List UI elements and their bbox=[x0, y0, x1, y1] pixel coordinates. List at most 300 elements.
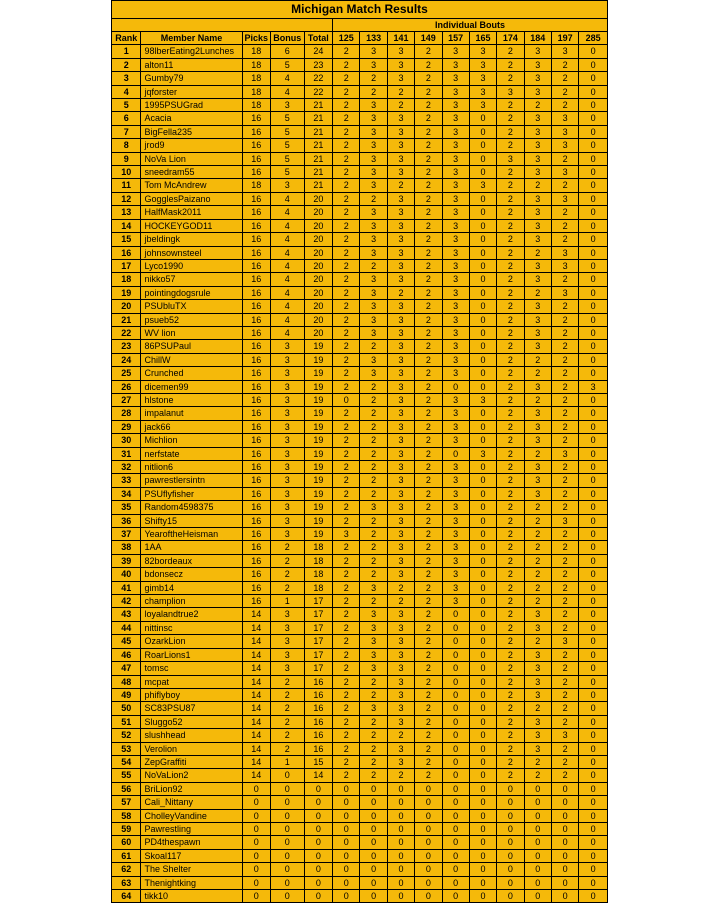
table-row bbox=[112, 434, 608, 447]
score-cell: 0 bbox=[469, 782, 496, 795]
score-cell: 2 bbox=[415, 233, 442, 246]
score-cell: 2 bbox=[360, 340, 387, 353]
table-row bbox=[112, 152, 608, 165]
score-cell: 3 bbox=[524, 259, 551, 272]
score-cell: 2 bbox=[497, 125, 524, 138]
score-cell: 19 bbox=[304, 501, 332, 514]
member-name-cell: mcpat bbox=[141, 675, 242, 688]
score-cell: 2 bbox=[497, 434, 524, 447]
score-cell: 2 bbox=[497, 393, 524, 406]
score-cell: 0 bbox=[469, 420, 496, 433]
rank-cell: 18 bbox=[112, 273, 141, 286]
score-cell: 2 bbox=[270, 675, 304, 688]
score-cell: 0 bbox=[270, 822, 304, 835]
score-cell: 4 bbox=[270, 286, 304, 299]
table-row bbox=[112, 769, 608, 782]
score-cell: 2 bbox=[415, 420, 442, 433]
score-cell: 0 bbox=[270, 890, 304, 903]
score-cell: 0 bbox=[469, 608, 496, 621]
individual-bouts-label: Individual Bouts bbox=[333, 19, 608, 32]
score-cell: 2 bbox=[415, 675, 442, 688]
score-cell: 19 bbox=[304, 353, 332, 366]
rank-cell: 8 bbox=[112, 139, 141, 152]
score-cell: 3 bbox=[270, 420, 304, 433]
score-cell: 2 bbox=[415, 313, 442, 326]
rank-cell: 40 bbox=[112, 568, 141, 581]
score-cell: 2 bbox=[551, 179, 578, 192]
score-cell: 3 bbox=[469, 447, 496, 460]
score-cell: 2 bbox=[497, 662, 524, 675]
score-cell: 3 bbox=[524, 72, 551, 85]
score-cell: 2 bbox=[551, 420, 578, 433]
results-table bbox=[111, 0, 608, 903]
score-cell: 16 bbox=[242, 353, 270, 366]
score-cell: 3 bbox=[387, 715, 414, 728]
score-cell: 3 bbox=[442, 514, 469, 527]
score-cell: 0 bbox=[333, 393, 360, 406]
score-cell: 0 bbox=[333, 782, 360, 795]
score-cell: 2 bbox=[333, 608, 360, 621]
member-name-cell: gimb14 bbox=[141, 581, 242, 594]
score-cell: 21 bbox=[304, 99, 332, 112]
score-cell: 19 bbox=[304, 434, 332, 447]
table-row bbox=[112, 581, 608, 594]
member-name-cell: nittinsc bbox=[141, 621, 242, 634]
score-cell: 0 bbox=[579, 662, 608, 675]
score-cell: 2 bbox=[497, 595, 524, 608]
score-cell: 0 bbox=[469, 769, 496, 782]
score-cell: 20 bbox=[304, 313, 332, 326]
score-cell: 2 bbox=[524, 99, 551, 112]
score-cell: 20 bbox=[304, 259, 332, 272]
score-cell: 3 bbox=[360, 353, 387, 366]
score-cell: 3 bbox=[469, 45, 496, 58]
score-cell: 0 bbox=[579, 461, 608, 474]
score-cell: 3 bbox=[442, 286, 469, 299]
score-cell: 2 bbox=[415, 206, 442, 219]
score-cell: 3 bbox=[524, 300, 551, 313]
score-cell: 0 bbox=[579, 715, 608, 728]
member-name-cell: PSUbluTX bbox=[141, 300, 242, 313]
member-name-cell: tomsc bbox=[141, 662, 242, 675]
score-cell: 2 bbox=[551, 541, 578, 554]
score-cell: 2 bbox=[497, 326, 524, 339]
score-cell: 14 bbox=[304, 769, 332, 782]
score-cell: 2 bbox=[333, 246, 360, 259]
score-cell: 0 bbox=[579, 233, 608, 246]
rank-cell: 23 bbox=[112, 340, 141, 353]
score-cell: 3 bbox=[524, 206, 551, 219]
score-cell: 3 bbox=[442, 487, 469, 500]
member-name-cell: Acacia bbox=[141, 112, 242, 125]
table-row bbox=[112, 809, 608, 822]
score-cell: 2 bbox=[387, 179, 414, 192]
score-cell: 3 bbox=[524, 688, 551, 701]
table-row bbox=[112, 367, 608, 380]
score-cell: 0 bbox=[469, 192, 496, 205]
score-cell: 16 bbox=[242, 568, 270, 581]
score-cell: 0 bbox=[360, 822, 387, 835]
member-name-cell: psueb52 bbox=[141, 313, 242, 326]
rank-cell: 53 bbox=[112, 742, 141, 755]
score-cell: 20 bbox=[304, 192, 332, 205]
score-cell: 0 bbox=[497, 809, 524, 822]
score-cell: 3 bbox=[270, 528, 304, 541]
score-cell: 2 bbox=[524, 581, 551, 594]
score-cell: 2 bbox=[360, 447, 387, 460]
table-row bbox=[112, 487, 608, 500]
score-cell: 2 bbox=[551, 715, 578, 728]
score-cell: 19 bbox=[304, 447, 332, 460]
score-cell: 2 bbox=[497, 233, 524, 246]
score-cell: 3 bbox=[360, 581, 387, 594]
rank-cell: 19 bbox=[112, 286, 141, 299]
table-row bbox=[112, 300, 608, 313]
score-cell: 16 bbox=[242, 286, 270, 299]
score-cell: 2 bbox=[497, 501, 524, 514]
rank-cell: 12 bbox=[112, 192, 141, 205]
table-row bbox=[112, 755, 608, 768]
score-cell: 18 bbox=[304, 554, 332, 567]
score-cell: 3 bbox=[524, 742, 551, 755]
score-cell: 2 bbox=[333, 45, 360, 58]
score-cell: 0 bbox=[551, 836, 578, 849]
header-row bbox=[112, 32, 608, 45]
score-cell: 0 bbox=[442, 876, 469, 889]
score-cell: 16 bbox=[242, 541, 270, 554]
rank-cell: 14 bbox=[112, 219, 141, 232]
score-cell: 3 bbox=[442, 568, 469, 581]
score-cell: 3 bbox=[551, 192, 578, 205]
score-cell: 2 bbox=[387, 729, 414, 742]
member-name-cell: PSUflyfisher bbox=[141, 487, 242, 500]
rank-cell: 44 bbox=[112, 621, 141, 634]
score-cell: 2 bbox=[415, 407, 442, 420]
score-cell: 2 bbox=[551, 675, 578, 688]
score-cell: 3 bbox=[524, 621, 551, 634]
score-cell: 14 bbox=[242, 675, 270, 688]
score-cell: 19 bbox=[304, 367, 332, 380]
member-name-cell: loyalandtrue2 bbox=[141, 608, 242, 621]
score-cell: 18 bbox=[242, 179, 270, 192]
score-cell: 0 bbox=[442, 742, 469, 755]
score-cell: 0 bbox=[579, 393, 608, 406]
score-cell: 3 bbox=[387, 112, 414, 125]
score-cell: 4 bbox=[270, 273, 304, 286]
member-name-cell: jbeldingk bbox=[141, 233, 242, 246]
score-cell: 17 bbox=[304, 608, 332, 621]
score-cell: 2 bbox=[333, 286, 360, 299]
rank-cell: 52 bbox=[112, 729, 141, 742]
table-row bbox=[112, 474, 608, 487]
score-cell: 0 bbox=[579, 259, 608, 272]
score-cell: 0 bbox=[469, 152, 496, 165]
table-row bbox=[112, 662, 608, 675]
score-cell: 2 bbox=[551, 393, 578, 406]
score-cell: 2 bbox=[524, 514, 551, 527]
score-cell: 0 bbox=[415, 849, 442, 862]
score-cell: 2 bbox=[270, 541, 304, 554]
score-cell: 2 bbox=[524, 447, 551, 460]
rank-cell: 30 bbox=[112, 434, 141, 447]
score-cell: 3 bbox=[442, 474, 469, 487]
score-cell: 0 bbox=[387, 836, 414, 849]
score-cell: 16 bbox=[242, 273, 270, 286]
member-name-cell: Sluggo52 bbox=[141, 715, 242, 728]
score-cell: 0 bbox=[469, 233, 496, 246]
score-cell: 3 bbox=[360, 45, 387, 58]
score-cell: 16 bbox=[304, 688, 332, 701]
score-cell: 14 bbox=[242, 755, 270, 768]
score-cell: 2 bbox=[360, 715, 387, 728]
score-cell: 0 bbox=[469, 380, 496, 393]
score-cell: 2 bbox=[415, 755, 442, 768]
score-cell: 0 bbox=[387, 782, 414, 795]
score-cell: 20 bbox=[304, 286, 332, 299]
score-cell: 2 bbox=[497, 675, 524, 688]
rank-cell: 26 bbox=[112, 380, 141, 393]
score-cell: 2 bbox=[524, 769, 551, 782]
score-cell: 21 bbox=[304, 125, 332, 138]
score-cell: 0 bbox=[469, 876, 496, 889]
score-cell: 18 bbox=[242, 45, 270, 58]
table-row bbox=[112, 595, 608, 608]
score-cell: 0 bbox=[579, 192, 608, 205]
score-cell: 20 bbox=[304, 219, 332, 232]
score-cell: 3 bbox=[360, 273, 387, 286]
score-cell: 0 bbox=[242, 822, 270, 835]
member-name-cell: slushhead bbox=[141, 729, 242, 742]
score-cell: 0 bbox=[469, 836, 496, 849]
score-cell: 16 bbox=[242, 246, 270, 259]
table-row bbox=[112, 407, 608, 420]
score-cell: 2 bbox=[415, 742, 442, 755]
score-cell: 3 bbox=[442, 192, 469, 205]
score-cell: 16 bbox=[242, 219, 270, 232]
table-row bbox=[112, 849, 608, 862]
column-header: 149 bbox=[415, 32, 442, 45]
score-cell: 3 bbox=[551, 286, 578, 299]
score-cell: 2 bbox=[497, 300, 524, 313]
score-cell: 2 bbox=[551, 621, 578, 634]
table-row bbox=[112, 380, 608, 393]
score-cell: 0 bbox=[270, 769, 304, 782]
score-cell: 2 bbox=[551, 340, 578, 353]
member-name-cell: Pawrestling bbox=[141, 822, 242, 835]
score-cell: 2 bbox=[524, 595, 551, 608]
score-cell: 0 bbox=[579, 152, 608, 165]
score-cell: 16 bbox=[242, 393, 270, 406]
score-cell: 0 bbox=[579, 434, 608, 447]
score-cell: 2 bbox=[360, 420, 387, 433]
score-cell: 4 bbox=[270, 259, 304, 272]
score-cell: 2 bbox=[333, 688, 360, 701]
score-cell: 0 bbox=[497, 796, 524, 809]
score-cell: 3 bbox=[442, 58, 469, 71]
score-cell: 2 bbox=[387, 85, 414, 98]
score-cell: 0 bbox=[579, 326, 608, 339]
score-cell: 17 bbox=[304, 662, 332, 675]
rank-cell: 57 bbox=[112, 796, 141, 809]
member-name-cell: SC83PSU87 bbox=[141, 702, 242, 715]
score-cell: 3 bbox=[387, 152, 414, 165]
score-cell: 2 bbox=[524, 286, 551, 299]
member-name-cell: 1995PSUGrad bbox=[141, 99, 242, 112]
score-cell: 2 bbox=[551, 581, 578, 594]
score-cell: 2 bbox=[415, 662, 442, 675]
score-cell: 3 bbox=[387, 259, 414, 272]
score-cell: 2 bbox=[551, 662, 578, 675]
score-cell: 0 bbox=[469, 675, 496, 688]
score-cell: 0 bbox=[579, 635, 608, 648]
score-cell: 0 bbox=[415, 836, 442, 849]
score-cell: 3 bbox=[387, 139, 414, 152]
score-cell: 16 bbox=[242, 139, 270, 152]
score-cell: 3 bbox=[551, 635, 578, 648]
score-cell: 0 bbox=[524, 863, 551, 876]
score-cell: 2 bbox=[497, 514, 524, 527]
score-cell: 2 bbox=[497, 353, 524, 366]
member-name-cell: Skoal117 bbox=[141, 849, 242, 862]
score-cell: 2 bbox=[497, 447, 524, 460]
score-cell: 0 bbox=[579, 112, 608, 125]
score-cell: 2 bbox=[270, 581, 304, 594]
score-cell: 2 bbox=[415, 474, 442, 487]
score-cell: 18 bbox=[304, 581, 332, 594]
score-cell: 0 bbox=[579, 849, 608, 862]
score-cell: 0 bbox=[469, 487, 496, 500]
score-cell: 3 bbox=[442, 407, 469, 420]
score-cell: 3 bbox=[387, 675, 414, 688]
score-cell: 3 bbox=[360, 233, 387, 246]
score-cell: 0 bbox=[442, 447, 469, 460]
score-cell: 3 bbox=[387, 353, 414, 366]
score-cell: 3 bbox=[360, 621, 387, 634]
rank-cell: 48 bbox=[112, 675, 141, 688]
score-cell: 2 bbox=[333, 99, 360, 112]
score-cell: 3 bbox=[270, 367, 304, 380]
rank-cell: 9 bbox=[112, 152, 141, 165]
score-cell: 2 bbox=[333, 662, 360, 675]
score-cell: 3 bbox=[270, 447, 304, 460]
score-cell: 2 bbox=[270, 554, 304, 567]
score-cell: 3 bbox=[387, 434, 414, 447]
score-cell: 3 bbox=[387, 501, 414, 514]
member-name-cell: BriLion92 bbox=[141, 782, 242, 795]
score-cell: 2 bbox=[524, 179, 551, 192]
score-cell: 16 bbox=[242, 554, 270, 567]
score-cell: 2 bbox=[415, 85, 442, 98]
score-cell: 0 bbox=[579, 688, 608, 701]
score-cell: 3 bbox=[360, 219, 387, 232]
score-cell: 0 bbox=[304, 796, 332, 809]
table-row bbox=[112, 206, 608, 219]
score-cell: 2 bbox=[360, 85, 387, 98]
score-cell: 3 bbox=[387, 233, 414, 246]
score-cell: 21 bbox=[304, 179, 332, 192]
member-name-cell: pointingdogsrule bbox=[141, 286, 242, 299]
score-cell: 17 bbox=[304, 648, 332, 661]
rank-cell: 13 bbox=[112, 206, 141, 219]
score-cell: 3 bbox=[387, 420, 414, 433]
score-cell: 0 bbox=[579, 139, 608, 152]
score-cell: 0 bbox=[333, 836, 360, 849]
score-cell: 3 bbox=[524, 152, 551, 165]
rank-cell: 32 bbox=[112, 461, 141, 474]
score-cell: 2 bbox=[333, 112, 360, 125]
rank-cell: 2 bbox=[112, 58, 141, 71]
rank-cell: 11 bbox=[112, 179, 141, 192]
score-cell: 0 bbox=[442, 702, 469, 715]
score-cell: 19 bbox=[304, 393, 332, 406]
member-name-cell: bdonsecz bbox=[141, 568, 242, 581]
score-cell: 0 bbox=[469, 635, 496, 648]
score-cell: 2 bbox=[524, 635, 551, 648]
score-cell: 0 bbox=[579, 648, 608, 661]
score-cell: 16 bbox=[242, 259, 270, 272]
score-cell: 2 bbox=[333, 461, 360, 474]
member-name-cell: 98lberEating2Lunches bbox=[141, 45, 242, 58]
score-cell: 0 bbox=[579, 273, 608, 286]
rank-cell: 43 bbox=[112, 608, 141, 621]
member-name-cell: HOCKEYGOD11 bbox=[141, 219, 242, 232]
score-cell: 2 bbox=[415, 139, 442, 152]
score-cell: 2 bbox=[415, 72, 442, 85]
rank-cell: 42 bbox=[112, 595, 141, 608]
score-cell: 18 bbox=[304, 541, 332, 554]
score-cell: 0 bbox=[579, 809, 608, 822]
score-cell: 3 bbox=[360, 286, 387, 299]
score-cell: 2 bbox=[415, 447, 442, 460]
score-cell: 19 bbox=[304, 528, 332, 541]
column-header: 285 bbox=[579, 32, 608, 45]
score-cell: 3 bbox=[387, 688, 414, 701]
score-cell: 3 bbox=[387, 380, 414, 393]
score-cell: 2 bbox=[497, 313, 524, 326]
score-cell: 4 bbox=[270, 219, 304, 232]
score-cell: 3 bbox=[469, 72, 496, 85]
score-cell: 3 bbox=[442, 554, 469, 567]
rank-cell: 35 bbox=[112, 501, 141, 514]
score-cell: 0 bbox=[242, 890, 270, 903]
score-cell: 3 bbox=[524, 662, 551, 675]
score-cell: 2 bbox=[360, 259, 387, 272]
score-cell: 14 bbox=[242, 688, 270, 701]
table-row bbox=[112, 72, 608, 85]
score-cell: 16 bbox=[242, 420, 270, 433]
score-cell: 0 bbox=[469, 259, 496, 272]
score-cell: 2 bbox=[497, 286, 524, 299]
score-cell: 16 bbox=[242, 326, 270, 339]
score-cell: 3 bbox=[387, 125, 414, 138]
score-cell: 3 bbox=[387, 219, 414, 232]
rank-cell: 62 bbox=[112, 863, 141, 876]
score-cell: 2 bbox=[551, 85, 578, 98]
score-cell: 0 bbox=[551, 796, 578, 809]
score-cell: 2 bbox=[360, 461, 387, 474]
score-cell: 2 bbox=[333, 755, 360, 768]
rank-cell: 28 bbox=[112, 407, 141, 420]
score-cell: 2 bbox=[497, 246, 524, 259]
rank-cell: 25 bbox=[112, 367, 141, 380]
member-name-cell: jack66 bbox=[141, 420, 242, 433]
score-cell: 3 bbox=[442, 273, 469, 286]
score-cell: 2 bbox=[497, 273, 524, 286]
table-row bbox=[112, 273, 608, 286]
score-cell: 3 bbox=[387, 447, 414, 460]
score-cell: 0 bbox=[387, 822, 414, 835]
score-cell: 3 bbox=[442, 99, 469, 112]
